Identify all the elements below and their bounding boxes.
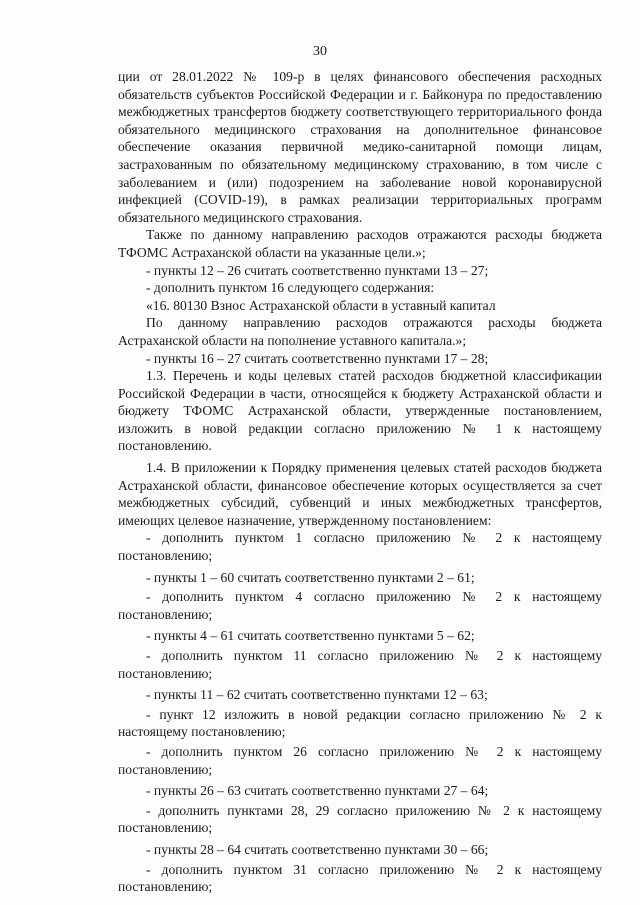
paragraph-19: - дополнить пунктами 28, 29 согласно приложению № 2 к настоящему постановлению; xyxy=(118,802,602,836)
paragraph-9: 1.4. В приложении к Порядку применения целевых статей расходов бюджета Астраханской области, финансовое обеспечение которых осуществляется за счет межбюджетных субсидий, субвенций и иных межбюджетных трансфертов, имеющих целевое назначение, утвержденному постановлением: xyxy=(118,460,602,528)
paragraph-10: - дополнить пунктом 1 согласно приложению № 2 к настоящему постановлению; xyxy=(118,530,602,564)
document-body xyxy=(118,68,602,896)
paragraph-17: - дополнить пунктом 26 согласно приложению № 2 к настоящему постановлению; xyxy=(118,743,602,777)
paragraph-18: - пункты 26 – 63 считать соответственно пунктами 27 – 64; xyxy=(146,783,489,799)
paragraph-8: 1.3. Перечень и коды целевых статей расходов бюджетной классификации Российской Федерации в части, относящейся к бюджету Астраханской области и бюджету ТФОМС Астраханской области, утвержденные постановлением, изложить в новой редакции согласно приложению № 1 к настоящему постановлению. xyxy=(118,368,602,454)
paragraph-1: ции от 28.01.2022 № 109-р в целях финансового обеспечения расходных обязательств субъектов Российской Федерации и г. Байконура по предоставлению межбюджетных трансфертов бюджету соответствующего территориального фонда обязательного медицинского страхования на дополнительное финансовое обеспечение оказания первичной медико-санитарной помощи лицам, застрахованным по обязательному медицинскому страхованию, в том числе с заболеванием и (или) подозрением на заболевание новой коронавирусной инфекцией (COVID-19), в рамках реализации территориальных программ обязательного медицинского страхования. xyxy=(118,69,602,225)
paragraph-11: - пункты 1 – 60 считать соответственно пунктами 2 – 61; xyxy=(146,569,475,585)
paragraph-16: - пункт 12 изложить в новой редакции согласно приложению № 2 к настоящему постановлению; xyxy=(118,706,602,740)
page-number: 30 xyxy=(313,44,327,59)
paragraph-13: - пункты 4 – 61 считать соответственно пунктами 5 – 62; xyxy=(146,628,475,644)
paragraph-21: - дополнить пунктом 31 согласно приложению № 2 к настоящему постановлению; xyxy=(118,861,602,895)
paragraph-15: - пункты 11 – 62 считать соответственно пунктами 12 – 63; xyxy=(146,687,488,703)
paragraph-6: По данному направлению расходов отражаются расходы бюджета Астраханской области на пополнение уставного капитала.»; xyxy=(118,315,602,348)
paragraph-7: - пункты 16 – 27 считать соответственно пунктами 17 – 28; xyxy=(146,350,489,366)
paragraph-2: Также по данному направлению расходов отражаются расходы бюджета ТФОМС Астраханской области на указанные цели.»; xyxy=(118,227,602,260)
paragraph-12: - дополнить пунктом 4 согласно приложению № 2 к настоящему постановлению; xyxy=(118,589,602,622)
paragraph-20: - пункты 28 – 64 считать соответственно пунктами 30 – 66; xyxy=(146,841,489,857)
paragraph-5: «16. 80130 Взнос Астраханской области в уставный капитал xyxy=(146,297,496,313)
paragraph-14: - дополнить пунктом 11 согласно приложению № 2 к настоящему постановлению; xyxy=(118,648,602,681)
paragraph-3: - пункты 12 – 26 считать соответственно пунктами 13 – 27; xyxy=(146,262,489,278)
paragraph-4: - дополнить пунктом 16 следующего содержания: xyxy=(146,280,435,296)
